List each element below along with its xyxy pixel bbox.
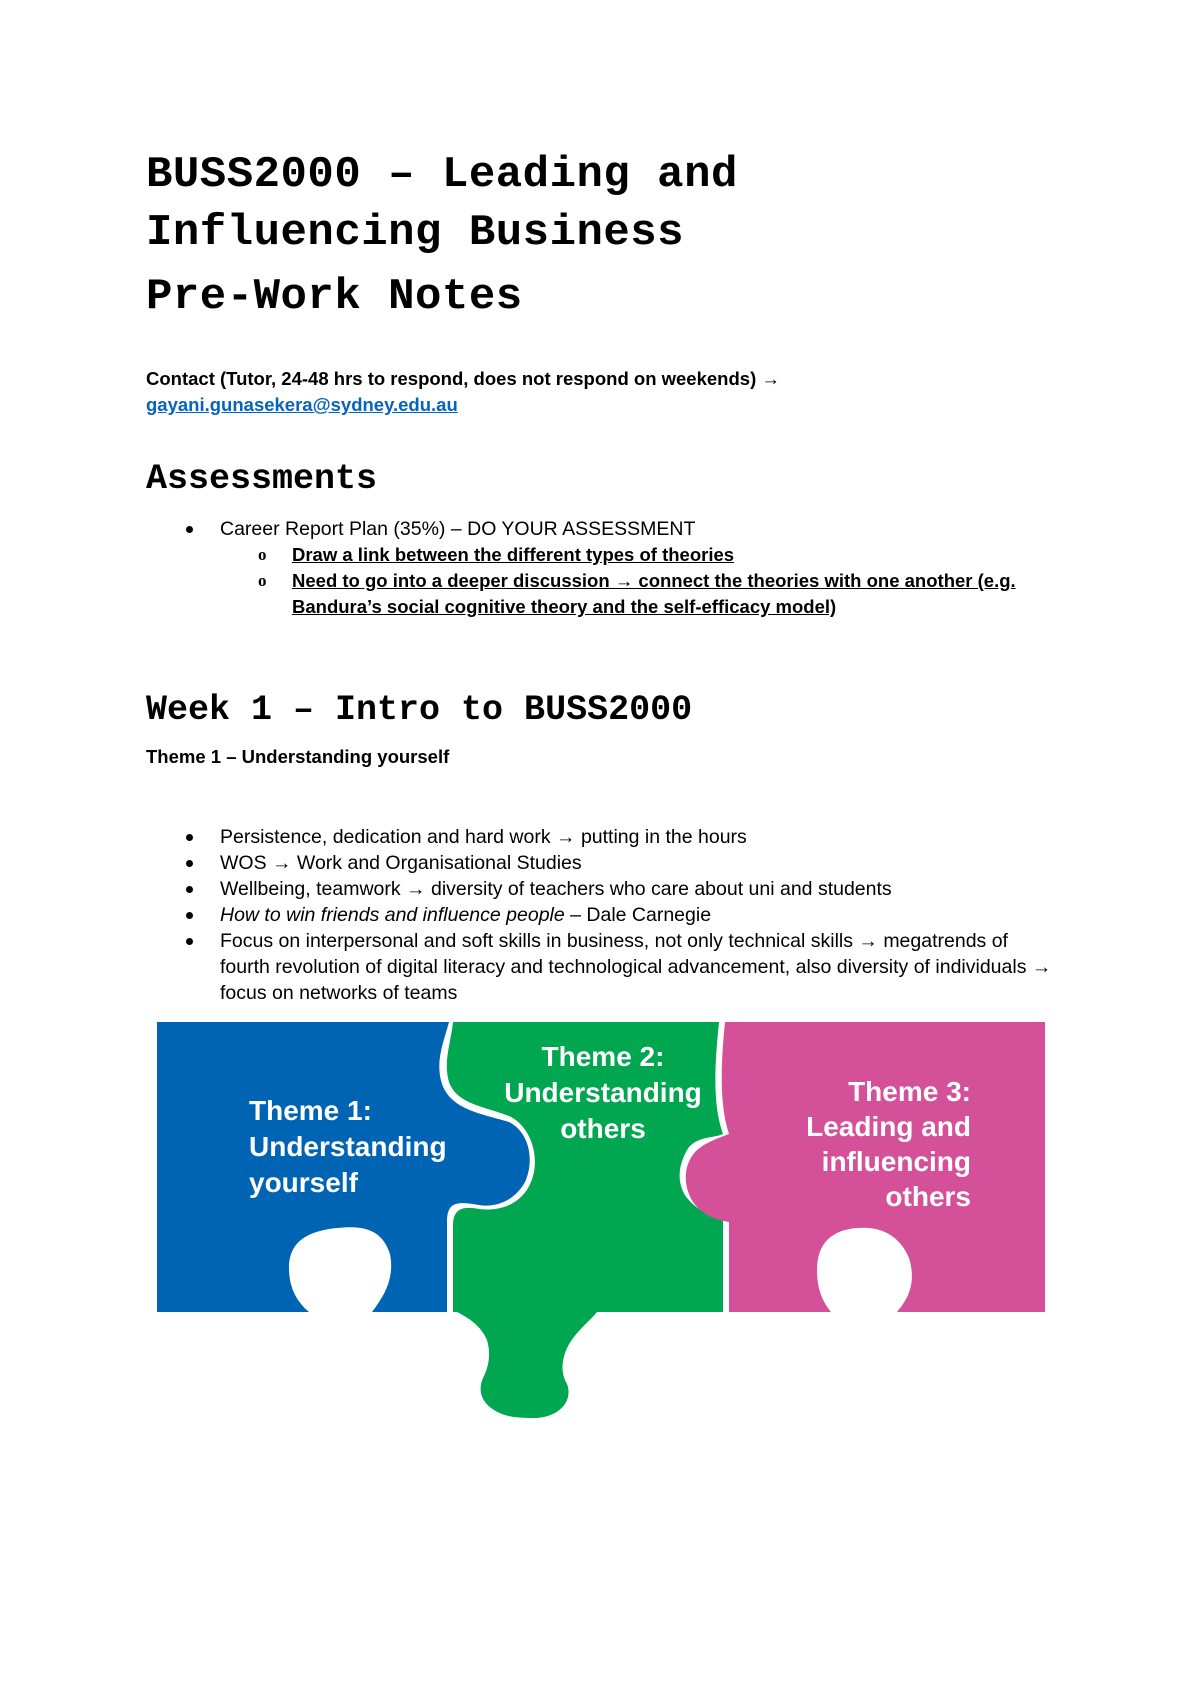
list-item-text: Focus on interpersonal and soft skills in business, not only technical skills → megatrends of fourth revolution of digital literacy and technological advancement, also diversity of individuals → focus on networks of teams	[220, 930, 1052, 1004]
list-item-text: Wellbeing, teamwork → diversity of teachers who care about uni and students	[220, 878, 892, 900]
theme-heading: Theme 1 – Understanding yourself	[146, 746, 450, 767]
bullet-icon	[186, 938, 193, 945]
bullet-icon	[186, 860, 193, 867]
list-item	[186, 516, 1056, 620]
list-item	[186, 824, 1056, 850]
list-item	[186, 928, 1056, 1006]
sub-item-text: Need to go into a deeper discussion → connect the theories with one another (e.g. Bandura’s social cognitive theory and the self-efficacy model)	[292, 570, 1016, 617]
contact-line	[146, 366, 1076, 418]
list-item-text: WOS → Work and Organisational Studies	[220, 852, 582, 874]
theme3-line-4: others	[885, 1181, 971, 1212]
theme3-line-2: Leading and	[806, 1111, 971, 1142]
contact-email-link[interactable]: gayani.gunasekera@sydney.edu.au	[146, 394, 458, 415]
contact-label: Contact (Tutor, 24-48 hrs to respond, does not respond on weekends) →	[146, 368, 780, 389]
theme1-line-1: Theme 1:	[249, 1095, 372, 1126]
title-line-1: BUSS2000 – Leading and	[146, 150, 738, 200]
book-author: – Dale Carnegie	[564, 904, 712, 926]
week1-heading: Week 1 – Intro to BUSS2000	[146, 690, 693, 730]
week1-list	[186, 824, 1056, 1006]
theme2-line-2: Understanding	[504, 1077, 702, 1108]
title-line-3: Pre-Work Notes	[146, 272, 523, 322]
book-title: How to win friends and influence people	[220, 904, 565, 926]
bullet-icon	[186, 526, 193, 533]
assessment-sublist	[220, 542, 1056, 620]
bullet-icon	[186, 912, 193, 919]
assessments-list	[186, 516, 1056, 620]
sub-list-item	[258, 568, 1056, 620]
bullet-icon	[186, 886, 193, 893]
theme1-line-2: Understanding	[249, 1131, 447, 1162]
theme3-line-3: influencing	[821, 1146, 971, 1177]
sub-bullet-icon: o	[258, 571, 267, 590]
bullet-icon	[186, 834, 193, 841]
sub-bullet-icon: o	[258, 545, 267, 564]
theme1-line-3: yourself	[249, 1167, 358, 1198]
assessments-heading: Assessments	[146, 459, 378, 499]
sub-item-text: Draw a link between the different types of theories	[292, 544, 735, 565]
sub-list-item	[258, 542, 1056, 568]
document-title	[146, 146, 1106, 326]
theme3-line-1: Theme 3:	[848, 1076, 971, 1107]
list-item-text: Persistence, dedication and hard work → putting in the hours	[220, 826, 747, 848]
list-item	[186, 902, 1056, 928]
theme2-line-3: others	[560, 1113, 646, 1144]
theme2-line-1: Theme 2:	[541, 1041, 665, 1072]
list-item	[186, 876, 1056, 902]
themes-puzzle-image	[157, 1022, 1045, 1418]
list-item	[186, 850, 1056, 876]
assessment-item-text: Career Report Plan (35%) – DO YOUR ASSESSMENT	[220, 518, 696, 540]
title-line-2: Influencing Business	[146, 208, 685, 258]
